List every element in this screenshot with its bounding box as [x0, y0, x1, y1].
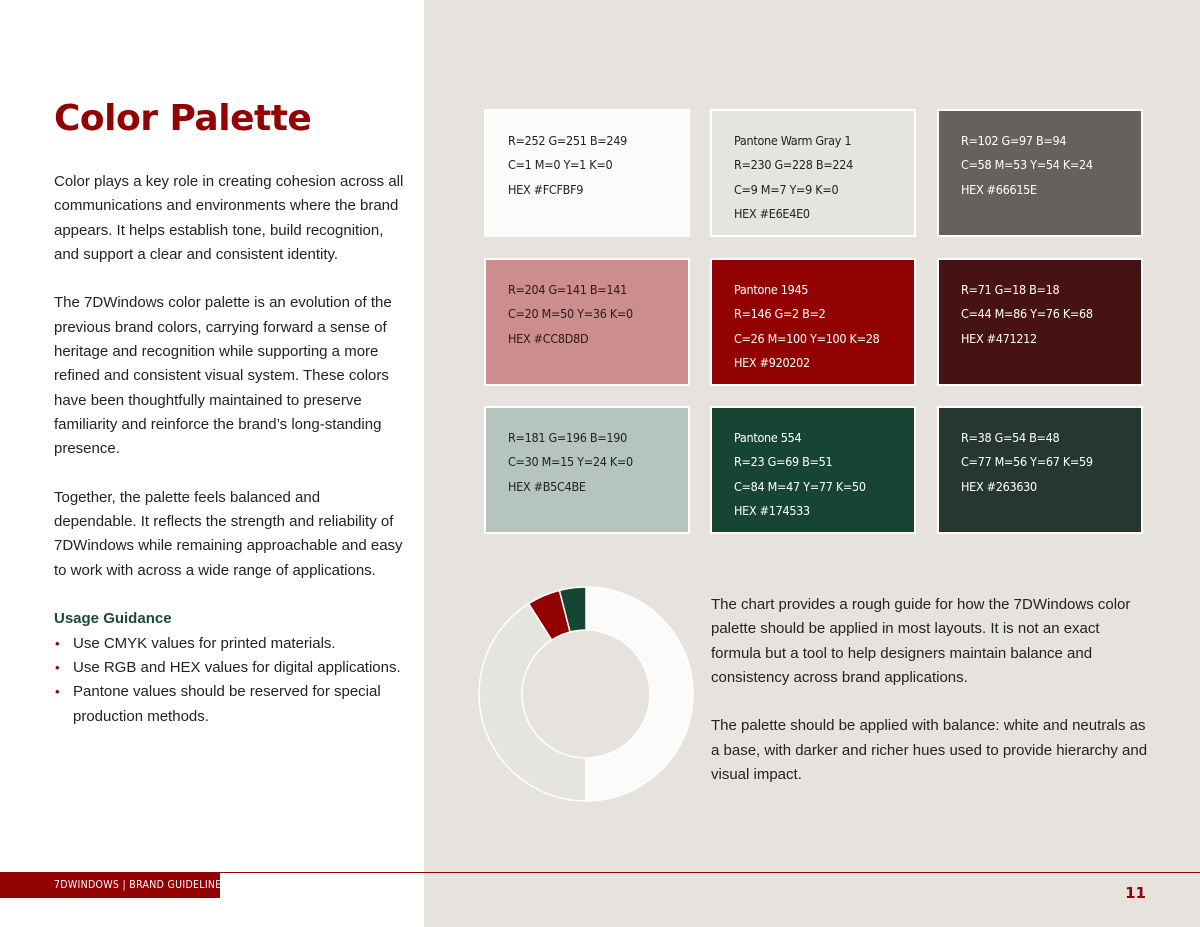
- swatch-line: HEX #66615E: [961, 181, 1037, 197]
- swatch-line: R=102 G=97 B=94: [961, 133, 1067, 148]
- swatch-line: C=1 M=0 Y=1 K=0: [508, 157, 613, 173]
- swatch-line: Pantone Warm Gray 1: [734, 133, 852, 148]
- swatch-line: R=181 G=196 B=190: [508, 430, 627, 445]
- donut-slice: [479, 604, 586, 801]
- intro-column: [54, 170, 404, 729]
- swatch-line: HEX #920202: [734, 354, 810, 370]
- page-title: Color Palette: [54, 98, 312, 139]
- usage-item: [54, 680, 404, 729]
- bullet-icon: •: [55, 635, 60, 651]
- swatch-line: HEX #B5C4BE: [508, 478, 586, 494]
- swatch-line: Pantone 554: [734, 430, 802, 445]
- swatch-line: R=38 G=54 B=48: [961, 430, 1060, 445]
- chart-description: [711, 593, 1151, 812]
- swatch-line: C=26 M=100 Y=100 K=28: [734, 330, 880, 346]
- swatch-line: R=230 G=228 B=224: [734, 157, 853, 173]
- intro-paragraph: Together, the palette feels balanced and dependable. It reflects the strength and reliability of 7DWindows while remaining approachable and easy to work with across a wide range of applications.: [54, 488, 403, 579]
- swatch-line: R=23 G=69 B=51: [734, 454, 833, 470]
- swatch-line: HEX #CC8D8D: [508, 330, 589, 346]
- footer-tag: 7DWINDOWS | BRAND GUIDELINES: [0, 873, 220, 898]
- swatch-sage: [484, 406, 690, 534]
- swatch-line: HEX #263630: [961, 478, 1037, 494]
- swatch-white: [484, 109, 690, 237]
- swatch-light-red: [484, 258, 690, 386]
- swatch-line: C=77 M=56 Y=67 K=59: [961, 454, 1093, 470]
- usage-list: [54, 632, 404, 729]
- swatch-line: C=9 M=7 Y=9 K=0: [734, 181, 839, 197]
- bullet-icon: •: [55, 684, 60, 700]
- swatch-line: R=252 G=251 B=249: [508, 133, 627, 148]
- usage-item: [54, 632, 404, 656]
- swatch-green: [710, 406, 916, 534]
- swatch-line: C=44 M=86 Y=76 K=68: [961, 306, 1093, 322]
- palette-donut-chart: [476, 584, 696, 804]
- swatch-dark-green: [937, 406, 1143, 534]
- intro-paragraph: Color plays a key role in creating cohesion across all communications and environments where the brand appears. It helps establish tone, build recognition, and support a clear and consistent identity.: [54, 173, 404, 263]
- swatch-line: HEX #174533: [734, 502, 810, 518]
- swatch-line: R=204 G=141 B=141: [508, 282, 627, 297]
- usage-heading: Usage Guidance: [54, 610, 172, 628]
- swatch-brand-red: [710, 258, 916, 386]
- swatch-line: C=20 M=50 Y=36 K=0: [508, 306, 633, 322]
- swatch-line: C=30 M=15 Y=24 K=0: [508, 454, 633, 470]
- chart-paragraph: The chart provides a rough guide for how the 7DWindows color palette should be applied in most layouts. It is not an exact formula but a tool to help designers maintain balance and consistency across brand applications.: [711, 596, 1131, 686]
- swatch-line: R=71 G=18 B=18: [961, 282, 1060, 297]
- swatch-dark-gray: [937, 109, 1143, 237]
- swatch-warm-gray: [710, 109, 916, 237]
- bullet-icon: •: [55, 659, 60, 675]
- intro-paragraph: The 7DWindows color palette is an evolution of the previous brand colors, carrying forward a sense of heritage and recognition while supporting a more refined and consistent visual system. These colors have been thoughtfully maintained to preserve familiarity and reinforce the brand’s long-standing presence.: [54, 294, 392, 458]
- donut-slice: [586, 587, 693, 801]
- usage-item-text: Pantone values should be reserved for special production methods.: [73, 683, 381, 725]
- swatch-line: HEX #E6E4E0: [734, 205, 810, 221]
- swatch-line: C=58 M=53 Y=54 K=24: [961, 157, 1093, 173]
- swatch-line: C=84 M=47 Y=77 K=50: [734, 478, 866, 494]
- swatch-line: HEX #471212: [961, 330, 1037, 346]
- page-number: 11: [1125, 884, 1146, 902]
- swatch-line: HEX #FCFBF9: [508, 181, 584, 197]
- usage-item: [54, 656, 404, 680]
- chart-paragraph: The palette should be applied with balance: white and neutrals as a base, with darker and richer hues used to provide hierarchy and visual impact.: [711, 717, 1148, 784]
- usage-item-text: Use RGB and HEX values for digital applications.: [73, 658, 401, 676]
- swatch-line: Pantone 1945: [734, 282, 809, 297]
- swatch-line: R=146 G=2 B=2: [734, 306, 826, 322]
- usage-item-text: Use CMYK values for printed materials.: [73, 634, 336, 652]
- swatch-dark-red: [937, 258, 1143, 386]
